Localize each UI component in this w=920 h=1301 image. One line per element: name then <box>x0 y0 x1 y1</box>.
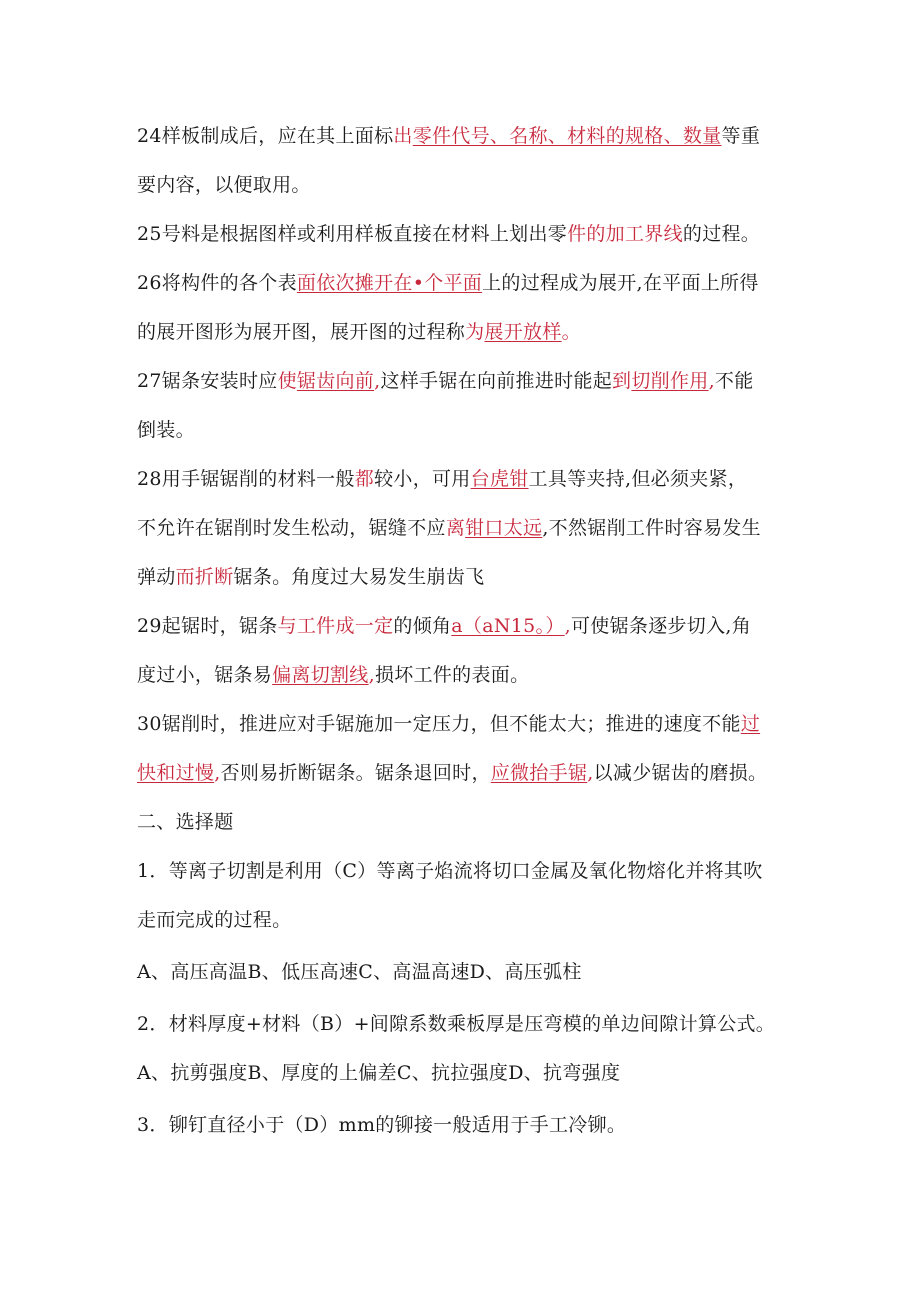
highlighted-text: 与工件成一定 <box>277 615 394 637</box>
text-segment: 否则易折断锯条。锯条退回时， <box>220 762 491 784</box>
text-segment: 等重 <box>721 125 761 147</box>
highlighted-text: , <box>587 762 594 784</box>
highlighted-text: 出 <box>393 125 413 147</box>
text-line <box>137 700 797 749</box>
text-segment: 损坏工件的表面。 <box>374 664 530 686</box>
text-segment: 倒装。 <box>137 419 195 441</box>
text-line <box>137 1000 797 1049</box>
text-line <box>137 210 797 259</box>
highlighted-text: 离 <box>445 517 466 539</box>
text-segment: 的展开图形为展开图，展开图的过程称 <box>137 321 466 343</box>
highlighted-text: 到 <box>612 370 632 392</box>
text-segment: 度过小，锯条易 <box>137 664 273 686</box>
text-segment: 28用手锯锯削的材料一般 <box>137 468 355 490</box>
text-segment: 30锯削时，推进应对手锯施加一定压力，但不能太大；推进的速度不能 <box>137 713 741 735</box>
highlighted-text: 为 <box>465 321 485 343</box>
highlighted-text: 钳口太远 <box>465 517 543 539</box>
highlighted-text: 都 <box>354 468 375 490</box>
text-line <box>137 847 797 896</box>
highlighted-text: 零件代号、名称、材料的规格、数量 <box>412 125 722 147</box>
text-segment: 工具等夹持,但必须夹紧， <box>528 468 748 490</box>
text-segment: 二、选择题 <box>137 811 234 833</box>
text-line <box>137 161 797 210</box>
text-line <box>137 112 797 161</box>
text-line <box>137 259 797 308</box>
text-segment: 24样板制成后，应在其上面标 <box>137 125 394 147</box>
highlighted-text: a（aN15。） <box>451 615 565 637</box>
text-line <box>137 1101 797 1150</box>
text-segment: 这样手锯在向前推进时能起 <box>380 370 613 392</box>
text-segment: 不能 <box>714 370 754 392</box>
text-segment: 27锯条安装时应 <box>137 370 278 392</box>
text-segment: 29起锯时，锯条 <box>137 615 278 637</box>
text-line <box>137 553 797 602</box>
text-segment: 不允许在锯削时发生松动，锯缝不应 <box>137 517 446 539</box>
highlighted-text: 展开放样 <box>484 321 562 343</box>
highlighted-text: 切削作用 <box>631 370 709 392</box>
text-segment: 要内容，以便取用。 <box>137 174 311 196</box>
text-segment: 2．材料厚度+材料（B）+间隙系数乘板厚是压弯模的单边间隙计算公式。 <box>137 1013 776 1035</box>
text-segment: A、抗剪强度B、厚度的上偏差C、抗拉强度D、抗弯强度 <box>137 1062 621 1084</box>
text-line <box>137 357 797 406</box>
text-segment: 上 <box>482 272 502 294</box>
text-segment: 以减少锯齿的磨损。 <box>593 762 768 784</box>
highlighted-text: 偏离切割线 <box>272 664 369 686</box>
highlighted-text: , <box>214 762 221 784</box>
highlighted-text: , <box>564 615 571 637</box>
highlighted-text: 应微抬手锯 <box>490 762 588 784</box>
text-line <box>137 308 797 357</box>
text-line <box>137 896 797 945</box>
text-segment: 的倾角 <box>393 615 452 637</box>
highlighted-text: 而折断 <box>175 566 234 588</box>
highlighted-text: , <box>368 664 375 686</box>
text-segment: 的过程成为展开,在平面上所得 <box>501 272 759 294</box>
text-segment: 弹动 <box>137 566 176 588</box>
text-segment: A、高压高温B、低压高速C、高温高速D、高压弧柱 <box>137 961 582 983</box>
text-line <box>137 504 797 553</box>
text-line <box>137 406 797 455</box>
highlighted-text: 面依次摊开在•个平面 <box>296 272 483 294</box>
text-segment: 1．等离子切割是利用（C）等离子焰流将切口金属及氧化物熔化并将其吹 <box>137 860 763 882</box>
text-segment: ,不然锯削工件时容易发生 <box>542 517 761 539</box>
highlighted-text: , <box>374 370 381 392</box>
text-line <box>137 798 797 847</box>
highlighted-text: , <box>708 370 715 392</box>
text-line <box>137 749 797 798</box>
text-line <box>137 651 797 700</box>
text-segment: 25号料是根据图样或利用样板直接在材料上划出零 <box>137 223 568 245</box>
highlighted-text: 锯齿向前 <box>296 370 375 392</box>
text-line <box>137 1049 797 1098</box>
highlighted-text: 快和过慢 <box>137 762 215 784</box>
highlighted-text: 。 <box>561 321 581 343</box>
highlighted-text: 过 <box>740 713 761 735</box>
text-segment: 3．铆钉直径小于（D）mm的铆接一般适用于手工冷铆。 <box>137 1114 627 1136</box>
text-segment: 较小，可用 <box>374 468 471 490</box>
highlighted-text: 件的加工界线 <box>567 223 683 245</box>
text-segment: 走而完成的过程。 <box>137 909 292 931</box>
text-segment: 锯条。角度过大易发生崩齿飞 <box>233 566 485 588</box>
document-body <box>137 112 797 1150</box>
highlighted-text: 使 <box>277 370 297 392</box>
text-line <box>137 455 797 504</box>
text-line <box>137 948 797 997</box>
text-segment: 的过程。 <box>682 223 761 245</box>
text-line <box>137 602 797 651</box>
text-segment: 可使锯条逐步切入,角 <box>571 615 752 637</box>
text-segment: 26将构件的各个表 <box>137 272 297 294</box>
highlighted-text: 台虎钳 <box>470 468 529 490</box>
